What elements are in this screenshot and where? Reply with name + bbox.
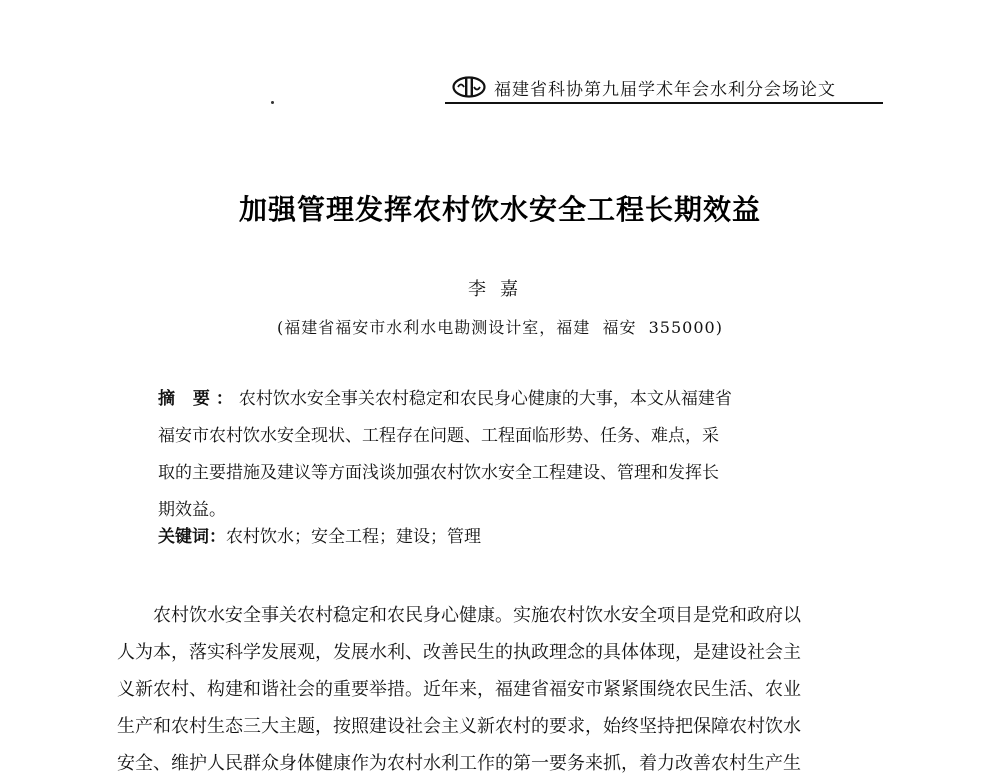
running-header-text: 福建省科协第九届学术年会水利分会场论文	[494, 79, 836, 100]
keywords	[158, 522, 848, 552]
header-rule	[445, 102, 883, 104]
keywords-label: 关键词：	[158, 527, 226, 547]
abstract-line: 福安市农村饮水安全现状、工程存在问题、工程面临形势、任务、难点，采	[158, 426, 719, 446]
abstract	[158, 381, 848, 529]
author-name: 李嘉	[468, 279, 532, 300]
paper-title: 加强管理发挥农村饮水安全工程长期效益	[238, 193, 761, 226]
body-line: 人为本，落实科学发展观，发展水利、改善民生的执政理念的具体体现，是建设社会主	[117, 642, 801, 663]
abstract-label: 摘 要：	[158, 389, 239, 409]
body-line: 农村饮水安全事关农村稳定和农民身心健康。实施农村饮水安全项目是党和政府以	[153, 605, 801, 626]
body-line: 安全、维护人民群众身体健康作为农村水利工作的第一要务来抓，着力改善农村生产生	[117, 753, 801, 774]
abstract-line: 期效益。	[158, 500, 226, 520]
scan-speck	[271, 101, 274, 104]
body-paragraph	[117, 597, 887, 782]
body-line: 义新农村、构建和谐社会的重要举措。近年来，福建省福安市紧紧围绕农民生活、农业	[117, 679, 801, 700]
author-affiliation: (福建省福安市水利水电勘测设计室，福建 福安 355000)	[277, 318, 723, 337]
body-line: 生产和农村生态三大主题，按照建设社会主义新农村的要求，始终坚持把保障农村饮水	[117, 716, 801, 737]
conference-logo-icon	[452, 76, 486, 98]
abstract-text: 农村饮水安全事关农村稳定和农民身心健康的大事，本文从福建省	[238, 389, 732, 409]
abstract-line	[158, 381, 848, 418]
abstract-line: 取的主要措施及建议等方面浅谈加强农村饮水安全工程建设、管理和发挥长	[158, 463, 719, 483]
running-header	[452, 72, 882, 102]
keywords-text: 农村饮水；安全工程；建设；管理	[226, 527, 481, 547]
